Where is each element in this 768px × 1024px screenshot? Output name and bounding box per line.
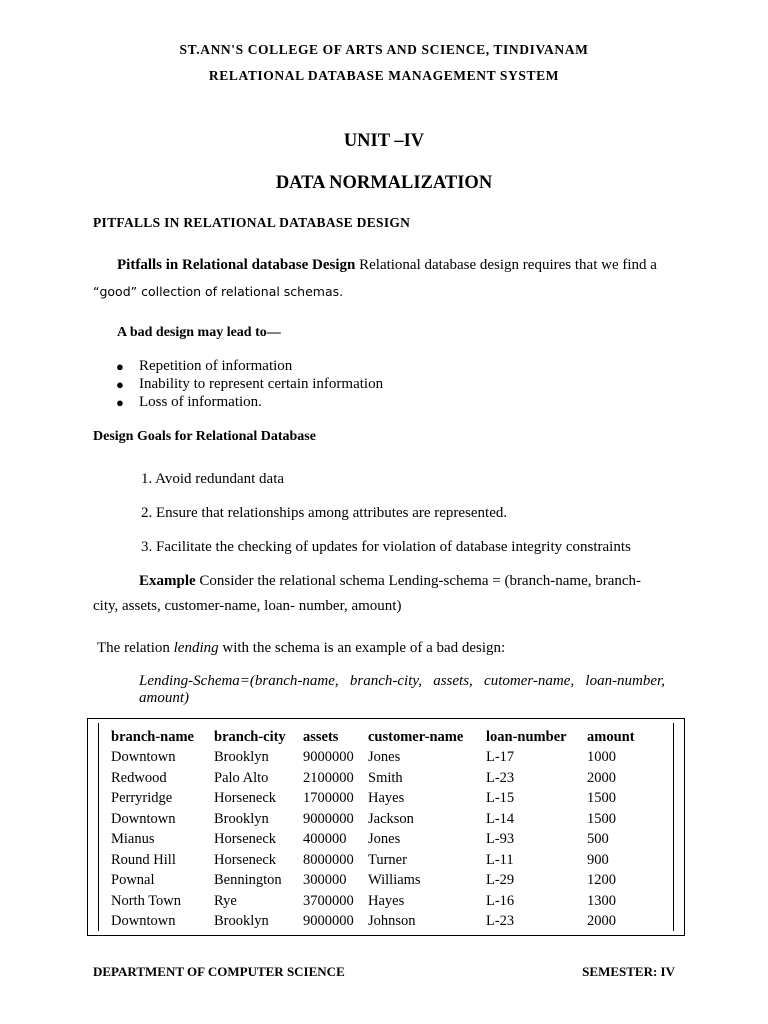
bad-design-heading: A bad design may lead to— bbox=[117, 325, 281, 340]
table-cell: North Town bbox=[111, 892, 182, 909]
table-cell: L-16 bbox=[486, 892, 515, 909]
bullet-icon: ● bbox=[116, 377, 124, 392]
table-cell: Hayes bbox=[368, 892, 405, 909]
column-header: customer-name bbox=[368, 728, 464, 745]
table-cell: Mianus bbox=[111, 831, 155, 848]
table-cell: L-17 bbox=[486, 749, 515, 766]
table-cell: 1500 bbox=[587, 810, 616, 827]
table-header-row bbox=[111, 727, 647, 748]
table-cell: Redwood bbox=[111, 769, 167, 786]
example-label: Example bbox=[139, 573, 196, 589]
table-cell: Downtown bbox=[111, 749, 176, 766]
table-row bbox=[111, 768, 647, 789]
table-cell: Horseneck bbox=[214, 831, 277, 848]
table-row bbox=[111, 891, 647, 912]
section-heading: PITFALLS IN RELATIONAL DATABASE DESIGN bbox=[93, 215, 411, 230]
table-row bbox=[111, 830, 647, 851]
bullet-icon: ● bbox=[116, 395, 124, 410]
table-row bbox=[111, 871, 647, 892]
table-cell: 1000 bbox=[587, 749, 616, 766]
table-cell: 3700000 bbox=[303, 892, 354, 909]
table-cell: Round Hill bbox=[111, 851, 176, 868]
table-row bbox=[111, 789, 647, 810]
table-cell: 8000000 bbox=[303, 851, 354, 868]
example-line1 bbox=[139, 573, 641, 590]
list-item: Loss of information. bbox=[139, 394, 262, 410]
table-cell: 2100000 bbox=[303, 769, 354, 786]
intro-text: Relational database design requires that we find a bbox=[355, 257, 657, 273]
table-cell: Johnson bbox=[368, 913, 416, 930]
footer-department: DEPARTMENT OF COMPUTER SCIENCE bbox=[93, 964, 345, 979]
table-cell: Horseneck bbox=[214, 851, 277, 868]
schema-line2: amount) bbox=[139, 690, 189, 706]
table-cell: 900 bbox=[587, 851, 609, 868]
column-header: branch-city bbox=[214, 728, 286, 745]
schema-line1: Lending-Schema=(branch-name, branch-city, assets, cutomer-name, loan-number, bbox=[139, 673, 665, 689]
table-cell: L-23 bbox=[486, 913, 515, 930]
table-cell: Perryridge bbox=[111, 790, 173, 807]
table-row bbox=[111, 809, 647, 830]
table-cell: 1700000 bbox=[303, 790, 354, 807]
goal-item: 1. Avoid redundant data bbox=[141, 471, 285, 487]
goal-item: 3. Facilitate the checking of updates for violation of database integrity constraints bbox=[141, 539, 631, 555]
list-item: Inability to represent certain information bbox=[139, 376, 384, 392]
table-cell: L-29 bbox=[486, 872, 515, 889]
table-cell: L-93 bbox=[486, 831, 515, 848]
table-cell: L-11 bbox=[486, 851, 514, 868]
table-cell: 1500 bbox=[587, 790, 616, 807]
table-cell: Jones bbox=[368, 749, 401, 766]
example-text: Consider the relational schema Lending-schema = (branch-name, branch- bbox=[195, 573, 642, 589]
bullet-icon: ● bbox=[116, 359, 124, 374]
table-cell: L-23 bbox=[486, 769, 515, 786]
table-cell: L-15 bbox=[486, 790, 515, 807]
table-cell: Hayes bbox=[368, 790, 405, 807]
example-line2: city, assets, customer-name, loan- number, amount) bbox=[93, 598, 402, 614]
table-cell: Brooklyn bbox=[214, 749, 269, 766]
footer-semester: SEMESTER: IV bbox=[582, 964, 675, 979]
list-item: Repetition of information bbox=[139, 358, 293, 374]
table-cell: Turner bbox=[368, 851, 407, 868]
table-cell: Williams bbox=[368, 872, 421, 889]
college-name: ST.ANN'S COLLEGE OF ARTS AND SCIENCE, TINDIVANAM bbox=[179, 42, 589, 57]
intro-bold-lead: Pitfalls in Relational database Design bbox=[117, 257, 356, 273]
table-cell: Bennington bbox=[214, 872, 282, 889]
table-cell: 1200 bbox=[587, 872, 616, 889]
relation-before: The relation bbox=[97, 640, 174, 656]
table-cell: 9000000 bbox=[303, 810, 354, 827]
table-row bbox=[111, 850, 647, 871]
table-cell: Pownal bbox=[111, 872, 155, 889]
table-cell: 500 bbox=[587, 831, 609, 848]
intro-line2: “good” collection of relational schemas. bbox=[93, 284, 344, 299]
column-header: branch-name bbox=[111, 728, 194, 745]
goal-item: 2. Ensure that relationships among attributes are represented. bbox=[141, 505, 508, 521]
table-cell: Jackson bbox=[368, 810, 414, 827]
relation-after: with the schema is an example of a bad design: bbox=[218, 640, 506, 656]
table-cell: 300000 bbox=[303, 872, 347, 889]
relation-italic: lending bbox=[173, 640, 219, 656]
table-row bbox=[111, 912, 647, 933]
table-cell: Palo Alto bbox=[214, 769, 269, 786]
table-cell: 1300 bbox=[587, 892, 616, 909]
table-cell: Rye bbox=[214, 892, 237, 909]
relation-text bbox=[97, 640, 505, 657]
page-title: DATA NORMALIZATION bbox=[275, 173, 493, 193]
table-cell: Brooklyn bbox=[214, 913, 269, 930]
column-header: amount bbox=[587, 728, 635, 745]
table-cell: Smith bbox=[368, 769, 403, 786]
table-cell: Jones bbox=[368, 831, 401, 848]
goals-heading: Design Goals for Relational Database bbox=[93, 429, 316, 444]
unit-title: UNIT –IV bbox=[343, 131, 425, 151]
table-cell: 2000 bbox=[587, 769, 616, 786]
table-cell: Brooklyn bbox=[214, 810, 269, 827]
table-cell: Downtown bbox=[111, 913, 176, 930]
table-cell: 400000 bbox=[303, 831, 347, 848]
table-row bbox=[111, 748, 647, 769]
lending-table bbox=[111, 727, 647, 932]
table-cell: Horseneck bbox=[214, 790, 277, 807]
subject-name: RELATIONAL DATABASE MANAGEMENT SYSTEM bbox=[208, 68, 560, 83]
column-header: loan-number bbox=[486, 728, 567, 745]
table-cell: Downtown bbox=[111, 810, 176, 827]
table-cell: 2000 bbox=[587, 913, 616, 930]
intro-paragraph bbox=[117, 257, 657, 274]
table-cell: 9000000 bbox=[303, 749, 354, 766]
column-header: assets bbox=[303, 728, 339, 745]
table-cell: L-14 bbox=[486, 810, 515, 827]
table-cell: 9000000 bbox=[303, 913, 354, 930]
